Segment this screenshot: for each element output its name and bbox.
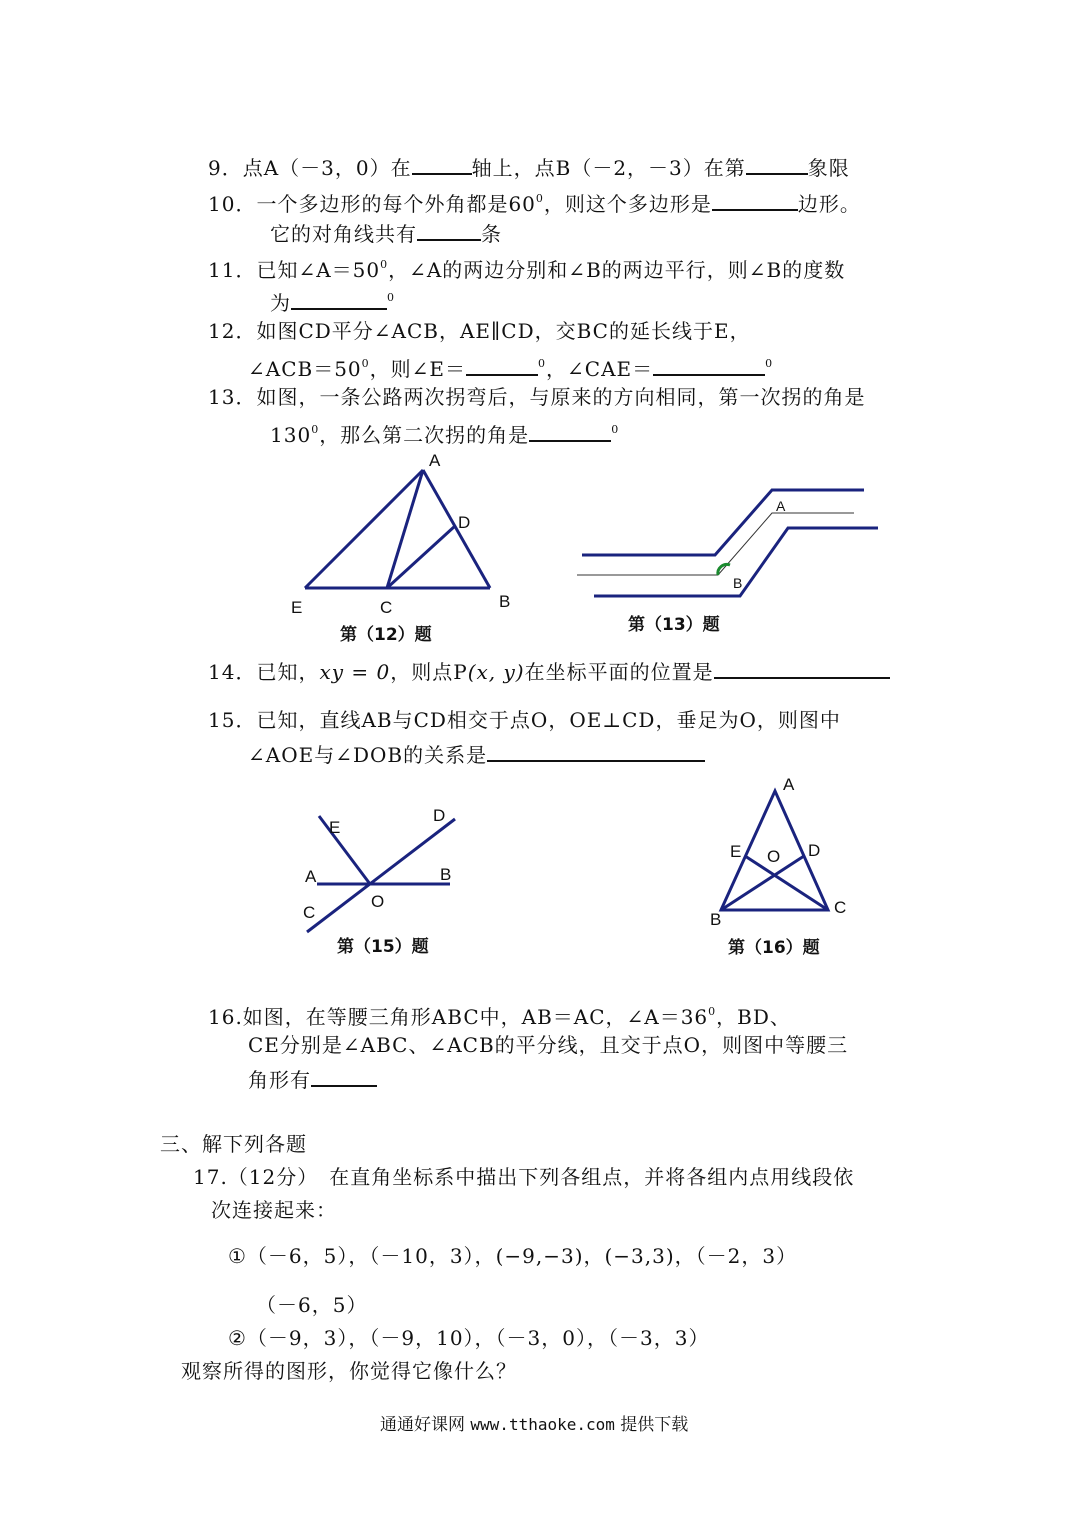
label-O: O (371, 892, 385, 911)
q14-blank (714, 657, 890, 679)
figure-15 (295, 800, 495, 980)
footer-url[interactable]: www.tthaoke.com (470, 1415, 615, 1434)
group-1-point-d: (−3,3) (604, 1244, 675, 1268)
degree-mark: 0 (611, 423, 620, 436)
footer-site-name: 通通好课网 (380, 1415, 471, 1435)
label-C: C (380, 598, 393, 617)
footer-download-text: 提供下载 (614, 1415, 689, 1435)
question-16 (208, 999, 791, 1030)
degree-mark: 0 (535, 192, 544, 205)
point-group-1 (228, 1243, 797, 1269)
label-A: A (429, 451, 441, 470)
question-10-line-2 (270, 219, 502, 247)
line-AB (423, 470, 490, 588)
section-3-title: 三、解下列各题 (160, 1132, 307, 1156)
group-1-points-e: ，（－2，3） (674, 1244, 798, 1268)
q11-text-b: ，∠A的两边分别和∠B的两边平行，则∠B的度数 (388, 258, 846, 282)
q16-text-d: 角形有 (248, 1068, 311, 1092)
q10-text-d: 它的对角线共有 (270, 222, 417, 246)
q13-text-c: ，那么第二次拐的角是 (319, 423, 530, 447)
q17-question: 观察所得的图形，你觉得它像什么？ (181, 1359, 517, 1383)
label-D: D (458, 513, 471, 532)
degree-mark: 0 (708, 1005, 717, 1018)
question-17 (193, 1164, 854, 1190)
q9-text-b: 轴上，点B（－2，－3）在第 (471, 156, 746, 180)
figure-15-caption: 第（15）题 (337, 937, 429, 957)
label-A: A (783, 775, 795, 794)
q10-blank-2 (417, 219, 481, 241)
figure-12 (280, 448, 540, 648)
question-12-line-2 (248, 351, 773, 382)
q16-text-a: 16.如图，在等腰三角形ABC中，AB＝AC，∠A＝36 (208, 1005, 709, 1029)
group-1-points-f: （－6，5） (256, 1293, 368, 1317)
question-10 (208, 186, 861, 217)
degree-mark: 0 (765, 357, 774, 370)
label-B: B (733, 575, 743, 591)
degree-mark: 0 (380, 258, 389, 271)
question-13-line-2 (270, 417, 619, 448)
q12-text-d: ，∠CAE＝ (546, 357, 654, 381)
q15-blank (487, 740, 705, 762)
group-1-point-c: (−9,−3) (495, 1244, 584, 1268)
question-16-line-3 (248, 1065, 377, 1093)
label-A: A (776, 498, 786, 514)
road-upper-edge (582, 490, 864, 555)
q12-blank-1 (466, 354, 538, 376)
q11-text-a: 11．已知∠A＝50 (208, 258, 381, 282)
figure-16-caption: 第（16）题 (728, 938, 820, 958)
degree-mark: 0 (538, 357, 547, 370)
q10-blank-1 (712, 189, 798, 211)
degree-mark: 0 (361, 357, 370, 370)
label-O: O (767, 847, 781, 866)
question-17-prompt (181, 1358, 517, 1384)
question-17-line-2 (211, 1197, 337, 1223)
q13-blank (529, 420, 611, 442)
group-1-sep: ， (583, 1244, 605, 1268)
q16-text-c: CE分别是∠ABC、∠ACB的平分线，且交于点O，则图中等腰三 (248, 1033, 849, 1057)
q12-text-b: ∠ACB＝50 (248, 357, 362, 381)
figure-16 (700, 770, 900, 960)
question-9 (208, 153, 850, 181)
q16-text-b: ，BD、 (716, 1005, 791, 1029)
q14-text-c: 在坐标平面的位置是 (524, 660, 714, 684)
equation-xy: xy = 0 (319, 660, 391, 684)
line-OE (319, 816, 370, 884)
question-13 (208, 384, 865, 410)
q14-text-b: ，则点P (390, 660, 468, 684)
question-16-line-2 (248, 1032, 848, 1058)
label-B: B (440, 865, 452, 884)
question-11 (208, 252, 845, 283)
question-12 (208, 318, 751, 344)
group-2-points: ②（－9，3），（－9，10），（－3，0），（－3，3） (228, 1326, 710, 1350)
question-15-line-2 (248, 740, 705, 768)
label-C: C (303, 903, 316, 922)
label-B: B (499, 592, 511, 611)
degree-mark: 0 (387, 291, 395, 304)
figure-13 (572, 480, 882, 680)
label-C: C (834, 898, 847, 917)
label-D: D (433, 806, 446, 825)
q11-text-c: 为 (270, 291, 291, 315)
group-1-points-a: ①（－6，5），（－10，3）， (228, 1244, 496, 1268)
question-14 (208, 657, 890, 685)
q16-blank (311, 1065, 377, 1087)
q9-blank-1 (412, 153, 472, 175)
q9-blank-2 (746, 153, 808, 175)
label-E: E (730, 842, 742, 861)
q10-text-c: 边形。 (797, 192, 861, 216)
q17-text-a: 17.（12分） 在直角坐标系中描出下列各组点，并将各组内点用线段依 (193, 1165, 855, 1189)
label-E: E (329, 818, 341, 837)
label-B: B (710, 910, 722, 929)
label-D: D (808, 841, 821, 860)
point-xy: (x, y) (467, 660, 525, 684)
point-group-1-line-2 (256, 1292, 367, 1318)
figure-12-caption: 第（12）题 (340, 625, 432, 645)
label-E: E (291, 598, 303, 617)
q9-text-c: 象限 (807, 156, 850, 180)
label-A: A (305, 867, 317, 886)
q9-text-a: 9．点A（－3，0）在 (208, 156, 412, 180)
footer (380, 1410, 688, 1435)
q15-text-b: ∠AOE与∠DOB的关系是 (248, 743, 488, 767)
q10-text-e: 条 (481, 222, 502, 246)
q14-text-a: 14．已知， (208, 660, 320, 684)
q13-text-b: 130 (270, 423, 312, 447)
section-3-heading (160, 1131, 307, 1157)
q13-text-a: 13．如图，一条公路两次拐弯后，与原来的方向相同，第一次拐的角是 (208, 385, 866, 409)
road-center-line (577, 513, 854, 575)
q17-text-b: 次连接起来： (211, 1198, 337, 1222)
q12-text-a: 12．如图CD平分∠ACB，AE∥CD，交BC的延长线于E， (208, 319, 751, 343)
q15-text-a: 15．已知，直线AB与CD相交于点O，OE⊥CD，垂足为O，则图中 (208, 708, 841, 732)
q12-blank-2 (653, 354, 765, 376)
degree-mark: 0 (311, 423, 320, 436)
question-11-line-2 (270, 285, 395, 316)
question-15 (208, 707, 841, 733)
point-group-2 (228, 1325, 709, 1351)
figure-13-caption: 第（13）题 (628, 615, 720, 635)
q12-text-c: ，则∠E＝ (369, 357, 467, 381)
q11-blank (291, 288, 387, 310)
q10-text-b: ，则这个多边形是 (543, 192, 712, 216)
q10-text-a: 10．一个多边形的每个外角都是60 (208, 192, 536, 216)
